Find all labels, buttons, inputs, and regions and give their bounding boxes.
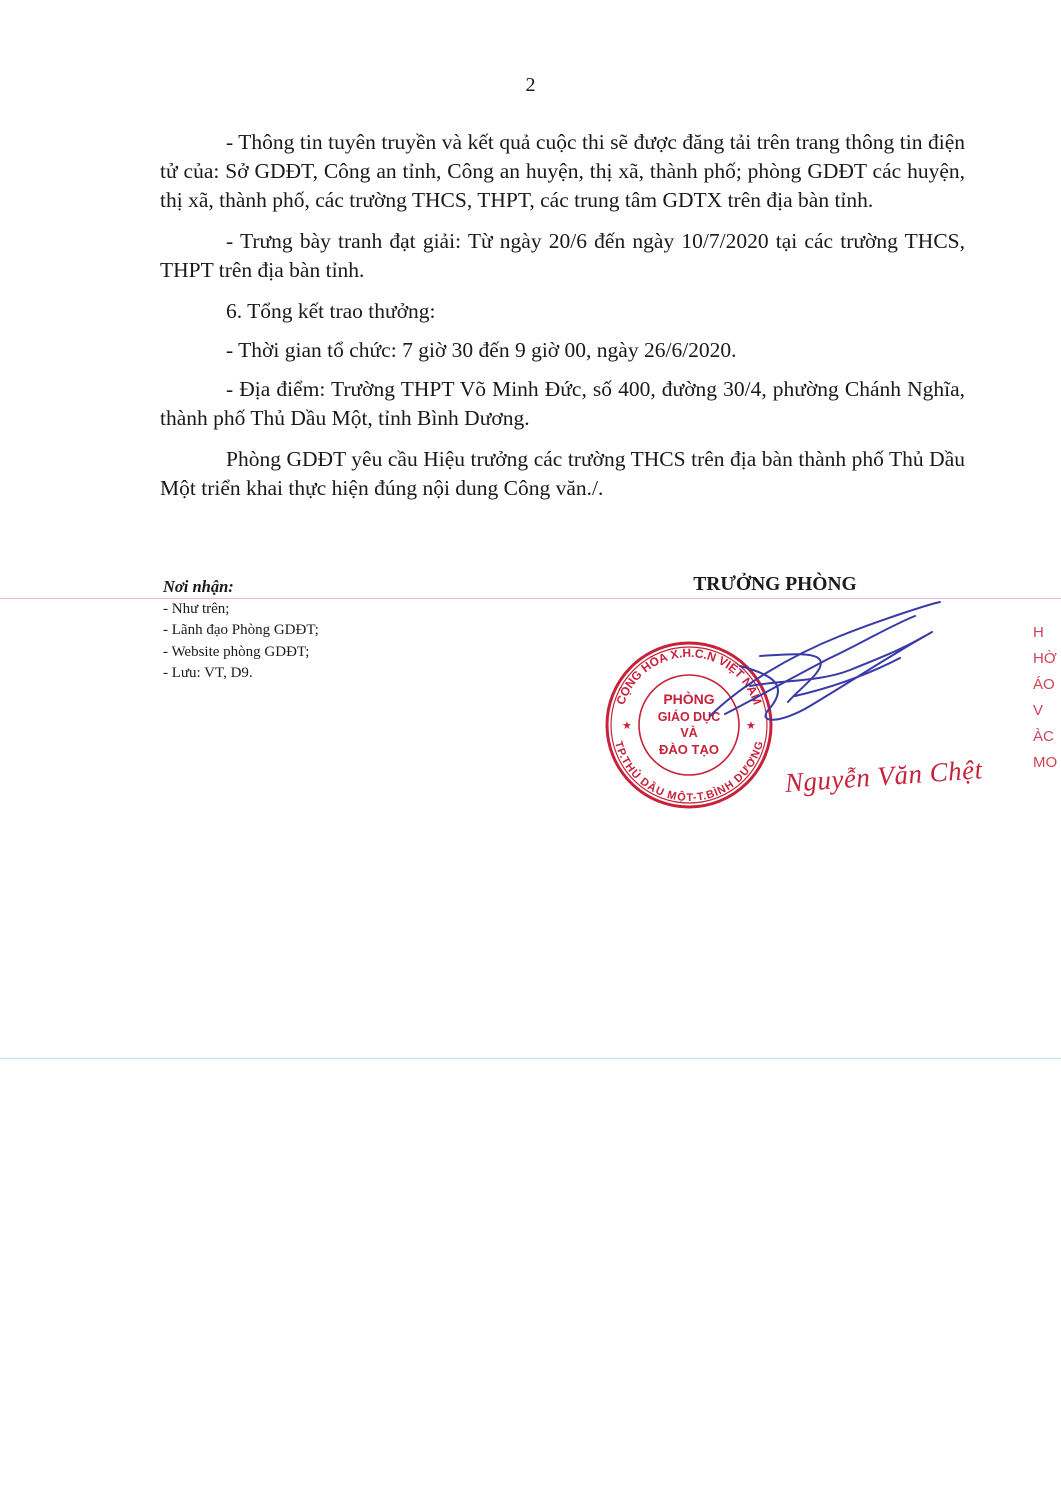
document-body (160, 128, 965, 515)
recipients-heading: Nơi nhận: (163, 577, 234, 596)
stamp-center-line: VÀ (680, 726, 698, 740)
handwritten-signature (700, 596, 950, 746)
recipients-block (163, 576, 493, 685)
stamp-bottom-text: TP.THỦ DẦU MỘT-T.BÌNH DƯƠNG (612, 739, 766, 805)
paragraph-publication: - Thông tin tuyên truyền và kết quả cuộc thi sẽ được đăng tải trên trang thông tin điện tử của: Sở GDĐT, Công an tỉnh, Công an huyện, thị xã, thành phố; phòng GDĐT các huyện, thị xã, thành phố, các trường THCS, THPT, các trung tâm GDTX trên địa bàn tỉnh. (160, 130, 965, 212)
paragraph-award-location: - Địa điểm: Trường THPT Võ Minh Đức, số 400, đường 30/4, phường Chánh Nghĩa, thành phố Thủ Dầu Một, tỉnh Bình Dương. (160, 377, 965, 430)
page-number: 2 (525, 74, 536, 96)
paragraph-closing: Phòng GDĐT yêu cầu Hiệu trưởng các trường THCS trên địa bàn thành phố Thủ Dầu Một triển khai thực hiện đúng nội dung Công văn./. (160, 447, 965, 500)
signer-name: Nguyễn Văn Chệt (783, 754, 984, 798)
stamp-outer-text: CỘNG HÒA X.H.C.N VIỆT NAM (613, 645, 765, 707)
stamp-center-line: ĐÀO TẠO (659, 742, 719, 757)
svg-text:★: ★ (622, 720, 632, 732)
scan-line-cyan (0, 1058, 1061, 1059)
svg-text:★: ★ (746, 720, 756, 732)
paragraph-award-heading: 6. Tổng kết trao thưởng: (226, 299, 436, 323)
signer-title: TRƯỞNG PHÒNG (693, 574, 857, 595)
recipient-item: - Lưu: VT, D9. (163, 665, 253, 681)
paragraph-award-time: - Thời gian tổ chức: 7 giờ 30 đến 9 giờ 00, ngày 26/6/2020. (226, 338, 737, 362)
recipient-item: - Như trên; (163, 600, 230, 617)
paragraph-exhibition: - Trưng bày tranh đạt giải: Từ ngày 20/6 đến ngày 10/7/2020 tại các trường THCS, THPT trên địa bàn tỉnh. (160, 229, 965, 282)
recipient-item: - Lãnh đạo Phòng GDĐT; (163, 622, 319, 638)
edge-stamp-fragment: H HỜ ÁO V ÀC MO (1033, 624, 1058, 771)
stamp-center-line: GIÁO DỤC (657, 710, 721, 724)
recipient-item: - Website phòng GDĐT; (163, 643, 310, 660)
stamp-center-line: PHÒNG (663, 691, 715, 707)
